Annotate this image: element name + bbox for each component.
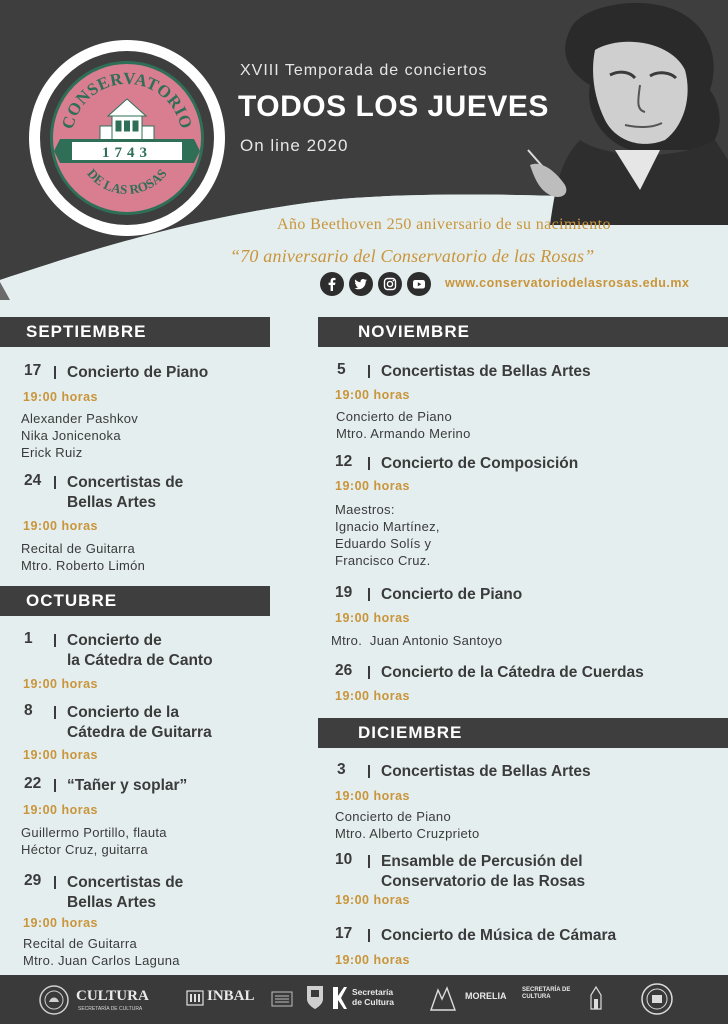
logo-bottom-text: DE LAS ROSAS — [84, 165, 170, 198]
conservatorio-seal-icon — [640, 982, 674, 1016]
beethoven-anniversary: Año Beethoven 250 aniversario de su nacimiento — [277, 216, 611, 233]
event-day: 3 — [337, 761, 346, 778]
season-label: XVIII Temporada de conciertos — [240, 62, 488, 79]
logo-top-text: CONSERVATORIO — [57, 68, 197, 132]
event-day: 12 — [335, 453, 353, 470]
event-separator — [368, 765, 370, 778]
beethoven-portrait — [510, 0, 728, 225]
event-detail: Recital de Guitarra — [21, 541, 136, 556]
event-title: Concierto de Piano — [381, 586, 523, 603]
twitter-icon[interactable] — [349, 272, 373, 296]
morelia-label: MORELIA — [465, 991, 507, 1001]
mexico-cultura-icon — [271, 989, 293, 1009]
event-time: 19:00 horas — [335, 893, 410, 907]
event-time: 19:00 horas — [23, 390, 98, 404]
conservatorio-logo — [50, 61, 204, 215]
event-time: 19:00 horas — [23, 916, 98, 930]
secretaria-label: Secretaría — [352, 987, 394, 997]
event-time: 19:00 horas — [23, 519, 98, 533]
cultura-seal-icon — [38, 984, 70, 1016]
event-detail: Mtro. Juan Carlos Laguna — [23, 953, 180, 968]
secretaria-cultura-morelia: SECRETARÍA DE CULTURA — [522, 987, 571, 1000]
event-title: Concertistas de Bellas Artes — [381, 363, 591, 380]
event-title: Concierto de Composición — [381, 455, 579, 472]
month-header-octubre: OCTUBRE — [0, 586, 270, 616]
morelia-unesco-icon — [589, 985, 603, 1011]
event-detail: Guillermo Portillo, flauta — [21, 825, 167, 840]
website-link[interactable]: www.conservatoriodelasrosas.edu.mx — [445, 276, 690, 290]
event-title: Cátedra de Guitarra — [67, 724, 212, 741]
event-day: 26 — [335, 662, 353, 679]
michoacan-shield-icon — [305, 983, 325, 1011]
event-title: Conservatorio de las Rosas — [381, 873, 586, 890]
event-title: Bellas Artes — [67, 894, 157, 911]
facebook-icon[interactable] — [320, 272, 344, 296]
event-time: 19:00 horas — [23, 803, 98, 817]
event-separator — [54, 634, 56, 647]
event-title: Concierto de la — [67, 704, 179, 721]
event-title: Concierto de — [67, 632, 162, 649]
inbal-icon — [186, 990, 204, 1006]
event-time: 19:00 horas — [335, 953, 410, 967]
event-separator — [368, 457, 370, 470]
event-title: Concertistas de — [67, 874, 184, 891]
event-detail: Mtro. Roberto Limón — [21, 558, 146, 573]
month-header-diciembre: DICIEMBRE — [318, 718, 728, 748]
social-links — [320, 272, 431, 296]
cultura-subtitle: SECRETARÍA DE CULTURA — [78, 1006, 143, 1012]
event-separator — [54, 366, 56, 379]
event-time: 19:00 horas — [335, 689, 410, 703]
event-time: 19:00 horas — [23, 677, 98, 691]
inbal-logo-text: INBAL — [207, 988, 255, 1004]
event-title: Concierto de Piano — [67, 364, 209, 381]
youtube-icon[interactable] — [407, 272, 431, 296]
event-title: la Cátedra de Canto — [67, 652, 213, 669]
event-detail: Mtro. Juan Antonio Santoyo — [331, 633, 503, 648]
event-detail: Héctor Cruz, guitarra — [21, 842, 148, 857]
svg-text:DE LAS ROSAS — [84, 166, 169, 197]
event-separator — [54, 476, 56, 489]
instagram-icon[interactable] — [378, 272, 402, 296]
event-title: Concierto de Música de Cámara — [381, 927, 617, 944]
month-header-septiembre: SEPTIEMBRE — [0, 317, 270, 347]
event-title: Bellas Artes — [67, 494, 157, 511]
event-detail: Nika Jonicenoka — [21, 428, 121, 443]
footer-sponsors — [0, 975, 728, 1024]
event-detail: Erick Ruiz — [21, 445, 83, 460]
event-detail: Alexander Pashkov — [21, 411, 139, 426]
event-title: Concertistas de Bellas Artes — [381, 763, 591, 780]
online-label: On line 2020 — [240, 136, 349, 155]
event-separator — [54, 876, 56, 889]
event-separator — [368, 588, 370, 601]
event-day: 22 — [24, 775, 42, 792]
event-time: 19:00 horas — [335, 479, 410, 493]
event-time: 19:00 horas — [23, 748, 98, 762]
event-separator — [368, 855, 370, 868]
logo-year: 1743 — [102, 145, 152, 161]
event-day: 1 — [24, 630, 33, 647]
event-detail: Ignacio Martínez, — [335, 519, 440, 534]
event-title: Ensamble de Percusión del — [381, 853, 583, 870]
morelia-figure-icon — [428, 985, 458, 1013]
event-title: Concertistas de — [67, 474, 184, 491]
event-detail: Mtro. Alberto Cruzprieto — [335, 826, 480, 841]
cultura-logo-text: CULTURA — [76, 988, 149, 1004]
event-day: 10 — [335, 851, 353, 868]
event-day: 19 — [335, 584, 353, 601]
event-detail: Mtro. Armando Merino — [336, 426, 471, 441]
event-detail: Concierto de Piano — [336, 409, 452, 424]
month-header-noviembre: NOVIEMBRE — [318, 317, 728, 347]
event-separator — [368, 365, 370, 378]
event-day: 8 — [24, 702, 33, 719]
event-detail: Francisco Cruz. — [335, 553, 431, 568]
conservatorio-anniversary: “70 aniversario del Conservatorio de las Rosas” — [230, 246, 595, 266]
event-title: “Tañer y soplar” — [67, 777, 188, 794]
michoacan-k-icon — [331, 985, 347, 1011]
event-detail: Maestros: — [335, 502, 395, 517]
event-time: 19:00 horas — [335, 789, 410, 803]
event-title: Concierto de la Cátedra de Cuerdas — [381, 664, 644, 681]
event-day: 5 — [337, 361, 346, 378]
event-detail: Eduardo Solís y — [335, 536, 432, 551]
event-time: 19:00 horas — [335, 611, 410, 625]
event-separator — [368, 929, 370, 942]
event-day: 17 — [335, 925, 353, 942]
event-separator — [54, 779, 56, 792]
event-detail: Recital de Guitarra — [23, 936, 138, 951]
event-time: 19:00 horas — [335, 388, 410, 402]
event-separator — [368, 666, 370, 679]
event-detail: Concierto de Piano — [335, 809, 451, 824]
page-title: TODOS LOS JUEVES — [238, 90, 549, 123]
event-day: 29 — [24, 872, 42, 889]
de-cultura-label: de Cultura — [352, 997, 395, 1007]
event-separator — [54, 706, 56, 719]
event-day: 17 — [24, 362, 42, 379]
event-day: 24 — [24, 472, 42, 489]
